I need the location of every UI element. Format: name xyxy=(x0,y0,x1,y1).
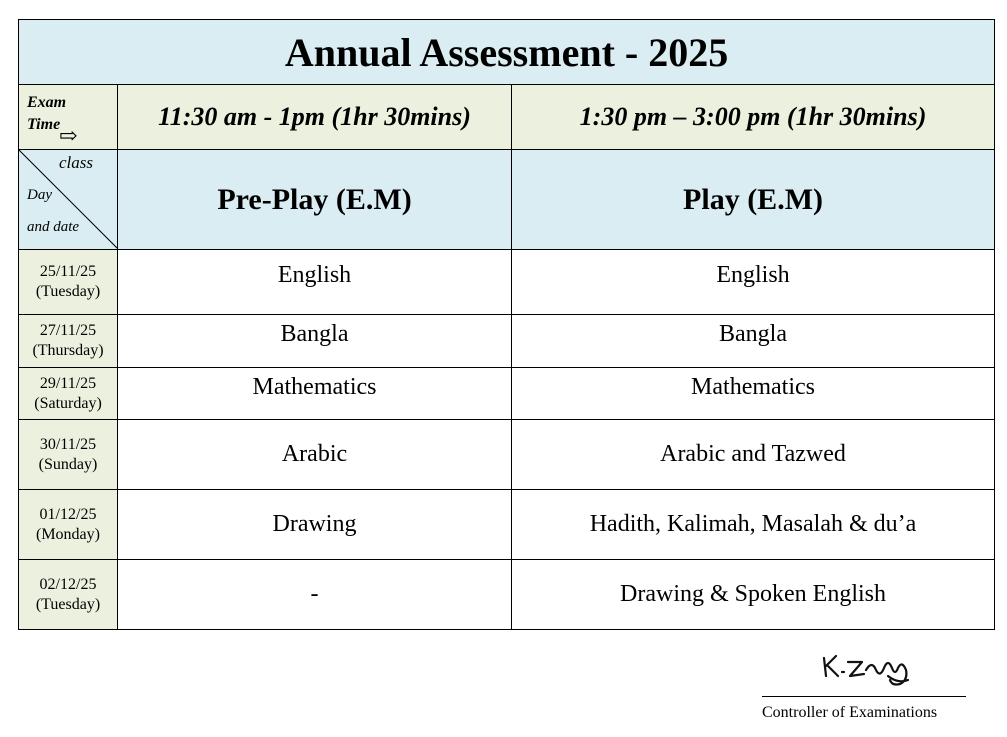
table-row xyxy=(19,315,995,368)
date-cell: 01/12/25 (Monday) xyxy=(19,490,118,560)
subject-cell: Bangla xyxy=(512,315,995,368)
handwritten-signature xyxy=(818,644,918,694)
signature-label: Controller of Examinations xyxy=(762,704,938,721)
exam-schedule-table xyxy=(18,19,995,630)
date-cell: 29/11/25 (Saturday) xyxy=(19,368,118,420)
time-slot-2: 1:30 pm – 3:00 pm (1hr 30mins) xyxy=(512,85,995,150)
exam-label-line2: Time xyxy=(27,116,61,133)
right-arrow-icon: ⇨ xyxy=(59,123,78,148)
class-heading-play: Play (E.M) xyxy=(512,150,995,250)
subject-cell: Mathematics xyxy=(512,368,995,420)
subject-cell: Hadith, Kalimah, Masalah & du’a xyxy=(512,490,995,560)
page-title: Annual Assessment - 2025 xyxy=(19,20,995,85)
table-row xyxy=(19,368,995,420)
subject-cell: Mathematics xyxy=(118,368,512,420)
corner-cell xyxy=(19,150,118,250)
date-cell: 02/12/25 (Tuesday) xyxy=(19,560,118,630)
table-row xyxy=(19,250,995,315)
class-heading-preplay: Pre-Play (E.M) xyxy=(118,150,512,250)
subject-cell: Drawing xyxy=(118,490,512,560)
subject-cell: English xyxy=(512,250,995,315)
signature-line xyxy=(762,696,966,697)
subject-cell: Arabic xyxy=(118,420,512,490)
subject-cell: - xyxy=(118,560,512,630)
exam-label-line1: Exam xyxy=(27,94,67,111)
date-cell: 30/11/25 (Sunday) xyxy=(19,420,118,490)
time-slot-1: 11:30 am - 1pm (1hr 30mins) xyxy=(118,85,512,150)
table-row xyxy=(19,420,995,490)
date-cell: 25/11/25 (Tuesday) xyxy=(19,250,118,315)
subject-cell: Drawing & Spoken English xyxy=(512,560,995,630)
date-cell: 27/11/25 (Thursday) xyxy=(19,315,118,368)
corner-date-label: and date xyxy=(27,219,80,235)
subject-cell: Bangla xyxy=(118,315,512,368)
corner-day-label: Day xyxy=(27,187,52,203)
corner-class-label: class xyxy=(59,153,93,172)
exam-time-label xyxy=(19,85,118,150)
signature-block xyxy=(760,640,970,730)
table-row xyxy=(19,490,995,560)
subject-cell: English xyxy=(118,250,512,315)
subject-cell: Arabic and Tazwed xyxy=(512,420,995,490)
table-row xyxy=(19,560,995,630)
